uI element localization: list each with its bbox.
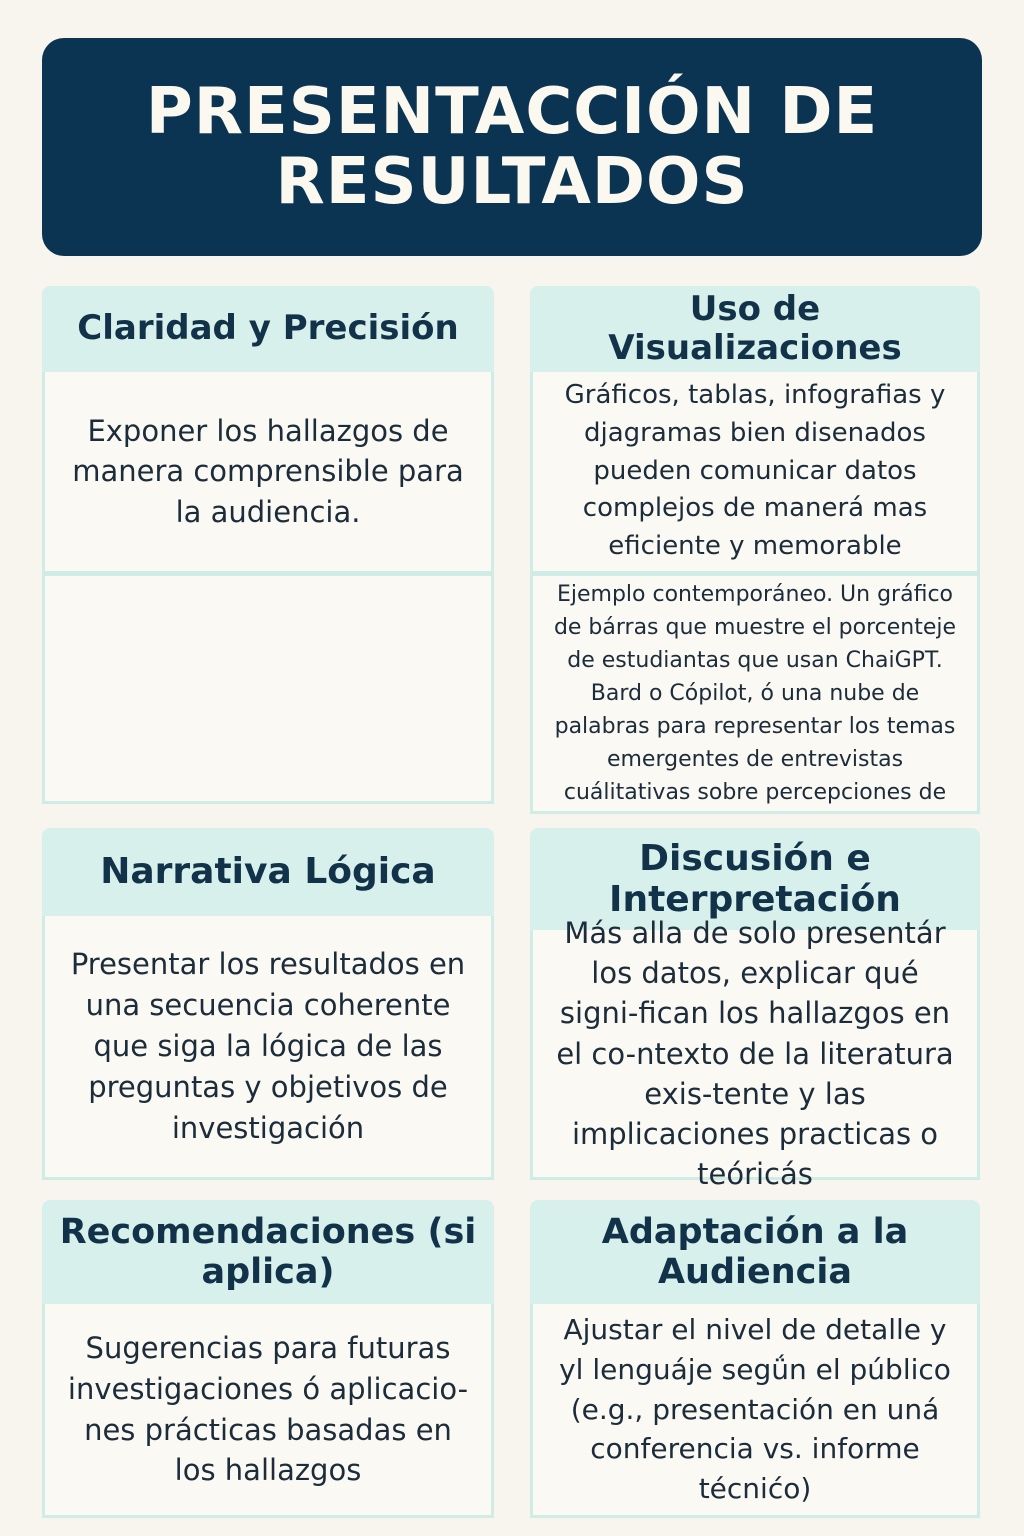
title-banner <box>42 38 982 256</box>
card-text: Sugerencias para futuras investigaciones ó aplicacio-nes prácticas basadas en los hallazgos <box>67 1331 469 1488</box>
card-body-recomendaciones <box>42 1304 494 1518</box>
card-heading: Narrativa Lógica <box>100 851 436 893</box>
card-header-claridad <box>42 286 494 372</box>
card-heading: Recomendaciones (si aplica) <box>59 1211 477 1292</box>
example-text: Ejemplo contemporáneo. Un gráfico de bárras que muestre el porcenteje de estudiantas que usan ChaiGPT. Bard o Cópilot, ó una nube de palabras para representar los temas emergentes de entrevistas cuálitativas sobre percepciones de <box>553 582 957 805</box>
card-body-narrativa <box>42 916 494 1180</box>
card-header-narrativa <box>42 828 494 916</box>
card-body-adaptacion <box>530 1304 980 1518</box>
page-title: PRESENTACCIÓN DE RESULTADOS <box>145 74 879 219</box>
empty-panel <box>42 574 494 804</box>
card-header-recomendaciones <box>42 1200 494 1304</box>
card-header-visualizaciones <box>530 286 980 372</box>
card-text: Ajustar el nivel de detalle y yl lenguáje segǘn el público (e.g., presentación en uná conferencia vs. informe técnićo) <box>559 1313 951 1506</box>
card-body-claridad <box>42 372 494 574</box>
card-heading: Claridad y Precisión <box>77 308 459 349</box>
card-text: Exponer los hallazgos de manera comprensible para la audiencia. <box>72 413 464 529</box>
card-heading: Adaptación a la Audiencia <box>601 1211 909 1292</box>
card-header-adaptacion <box>530 1200 980 1304</box>
card-text: Gráficos, tablas, infografias y djagramas bien disenados pueden comunicar datos complejos de manerá mas eficiente y memorable <box>564 380 946 562</box>
card-example-visualizaciones <box>530 574 980 814</box>
card-heading: Discusión e Interpretación <box>609 837 901 920</box>
card-heading: Uso de Visualizaciones <box>608 288 902 368</box>
card-text: Más alla de solo presentár los datos, explicar qué signi-fican los hallazgos en el co-ntexto de la literatura exis-tente y las implicaciones practicas o teóricás <box>556 916 954 1191</box>
card-body-visualizaciones <box>530 372 980 574</box>
card-text: Presentar los resultados en una secuencia coherente que siga la lógica de las preguntas y objetivos de investigación <box>70 946 466 1146</box>
card-body-discusion <box>530 916 980 1191</box>
